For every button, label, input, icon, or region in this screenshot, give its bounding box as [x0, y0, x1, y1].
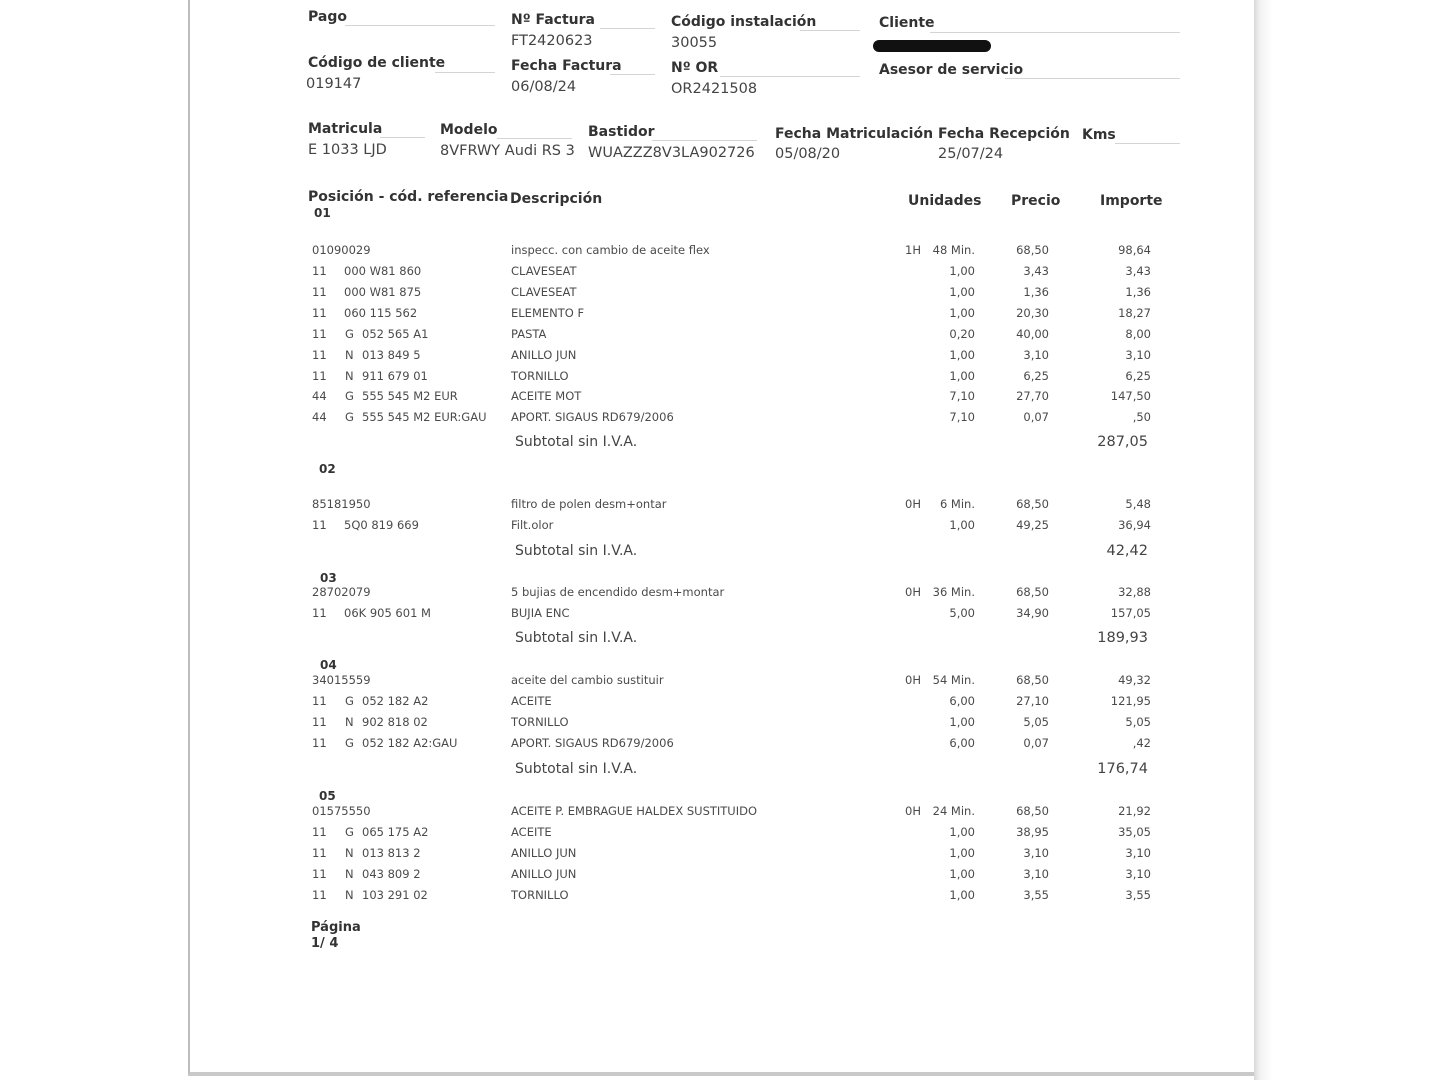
row-reference: 052 182 A2:GAU: [362, 736, 458, 750]
row-reference: 555 545 M2 EUR: [362, 389, 458, 403]
row-description: APORT. SIGAUS RD679/2006: [511, 410, 674, 424]
fecha-matriculacion-value: 05/08/20: [775, 146, 841, 162]
row-price: 0,07: [1023, 736, 1049, 750]
row-units: 6,00: [949, 736, 975, 750]
pagina-label: Página: [311, 920, 361, 935]
row-units: 1,00: [949, 846, 975, 860]
position-number: 05: [319, 789, 336, 803]
position-number: 01: [314, 206, 331, 220]
row-hours: 0H: [905, 673, 921, 687]
row-amount: 5,48: [1125, 497, 1151, 511]
redacted-client-name: [873, 40, 991, 52]
col-descripcion: Descripción: [510, 191, 603, 207]
row-description: inspecc. con cambio de aceite flex: [511, 243, 710, 257]
row-code: 01090029: [312, 243, 371, 257]
row-amount: 3,43: [1125, 264, 1151, 278]
row-description: filtro de polen desm+ontar: [511, 497, 667, 511]
row-price: 68,50: [1016, 585, 1049, 599]
row-description: ACEITE: [511, 694, 552, 708]
background-right: [1254, 0, 1440, 1080]
row-description: APORT. SIGAUS RD679/2006: [511, 736, 674, 750]
row-code: 85181950: [312, 497, 371, 511]
row-description: ANILLO JUN: [511, 348, 577, 362]
modelo-label: Modelo: [440, 122, 498, 138]
row-price: 3,43: [1023, 264, 1049, 278]
row-amount: 6,25: [1125, 369, 1151, 383]
row-units: 1,00: [949, 285, 975, 299]
row-type: N: [345, 348, 354, 362]
row-price: 3,10: [1023, 867, 1049, 881]
row-price: 68,50: [1016, 804, 1049, 818]
row-amount: 3,10: [1125, 867, 1151, 881]
row-units: 36 Min.: [932, 585, 975, 599]
position-number: 03: [320, 571, 337, 585]
row-amount: 1,36: [1125, 285, 1151, 299]
matricula-label: Matricula: [308, 121, 383, 137]
matricula-value: E 1033 LJD: [308, 142, 387, 158]
row-units: 48 Min.: [932, 243, 975, 257]
invoice-page: [188, 0, 1254, 1076]
subtotal-label: Subtotal sin I.V.A.: [515, 630, 638, 646]
row-units: 1,00: [949, 306, 975, 320]
row-units: 1,00: [949, 867, 975, 881]
row-type: G: [345, 389, 354, 403]
row-units: 1,00: [949, 715, 975, 729]
row-reference: 902 818 02: [362, 715, 428, 729]
asesor-label: Asesor de servicio: [879, 62, 1024, 78]
row-units: 0,20: [949, 327, 975, 341]
subtotal-label: Subtotal sin I.V.A.: [515, 761, 638, 777]
row-type: G: [345, 825, 354, 839]
col-importe: Importe: [1100, 193, 1163, 209]
row-code: 11: [312, 369, 327, 383]
factura-label: Nº Factura: [511, 12, 595, 28]
row-type: N: [345, 369, 354, 383]
row-price: 20,30: [1016, 306, 1049, 320]
bastidor-label: Bastidor: [588, 124, 655, 140]
row-units: 6 Min.: [939, 497, 975, 511]
position-number: 04: [320, 658, 337, 672]
pago-label: Pago: [308, 9, 347, 25]
fecha-recepcion-label: Fecha Recepción: [938, 126, 1070, 142]
row-price: 3,10: [1023, 846, 1049, 860]
row-description: ACEITE P. EMBRAGUE HALDEX SUSTITUIDO: [511, 804, 758, 818]
row-units: 5,00: [949, 606, 975, 620]
row-units: 54 Min.: [932, 673, 975, 687]
row-reference: 06K 905 601 M: [344, 606, 431, 620]
row-units: 1,00: [949, 518, 975, 532]
row-type: G: [345, 694, 354, 708]
subtotal-value: 176,74: [1097, 761, 1148, 777]
row-price: 40,00: [1016, 327, 1049, 341]
row-units: 7,10: [949, 389, 975, 403]
row-amount: 35,05: [1118, 825, 1151, 839]
col-posicion: Posición - cód. referencia: [308, 189, 509, 205]
row-price: 6,25: [1023, 369, 1049, 383]
row-description: PASTA: [511, 327, 547, 341]
row-amount: 5,05: [1125, 715, 1151, 729]
row-amount: 121,95: [1110, 694, 1151, 708]
subtotal-value: 189,93: [1097, 630, 1148, 646]
row-amount: 3,10: [1125, 348, 1151, 362]
row-type: N: [345, 715, 354, 729]
row-amount: 98,64: [1118, 243, 1151, 257]
row-hours: 0H: [905, 585, 921, 599]
row-units: 7,10: [949, 410, 975, 424]
row-code: 11: [312, 867, 327, 881]
subtotal-label: Subtotal sin I.V.A.: [515, 434, 638, 450]
row-reference: 000 W81 860: [344, 264, 422, 278]
row-type: N: [345, 888, 354, 902]
row-reference: 013 849 5: [362, 348, 421, 362]
or-label: Nº OR: [671, 60, 719, 76]
row-reference: 043 809 2: [362, 867, 421, 881]
row-code: 34015559: [312, 673, 371, 687]
fecha-matriculacion-label: Fecha Matriculación: [775, 126, 934, 142]
row-description: 5 bujias de encendido desm+montar: [511, 585, 725, 599]
subtotal-value: 287,05: [1097, 434, 1148, 450]
background-left: [0, 0, 188, 1080]
row-code: 44: [312, 389, 327, 403]
row-amount: 32,88: [1118, 585, 1151, 599]
row-type: N: [345, 846, 354, 860]
row-code: 11: [312, 518, 327, 532]
row-code: 11: [312, 825, 327, 839]
row-reference: 103 291 02: [362, 888, 428, 902]
row-description: ANILLO JUN: [511, 867, 577, 881]
row-description: ACEITE MOT: [511, 389, 582, 403]
row-reference: 052 182 A2: [362, 694, 429, 708]
row-reference: 000 W81 875: [344, 285, 422, 299]
row-amount: 147,50: [1110, 389, 1151, 403]
row-price: 49,25: [1016, 518, 1049, 532]
row-reference: 013 813 2: [362, 846, 421, 860]
row-code: 11: [312, 348, 327, 362]
row-units: 1,00: [949, 264, 975, 278]
row-code: 11: [312, 715, 327, 729]
row-amount: 8,00: [1125, 327, 1151, 341]
cliente-label: Cliente: [879, 15, 935, 31]
row-description: BUJIA ENC: [511, 606, 570, 620]
kms-label: Kms: [1082, 127, 1116, 143]
row-hours: 0H: [905, 497, 921, 511]
row-price: 3,10: [1023, 348, 1049, 362]
bastidor-value: WUAZZZ8V3LA902726: [588, 145, 755, 161]
instalacion-label: Código instalación: [671, 14, 817, 30]
row-reference: 555 545 M2 EUR:GAU: [362, 410, 487, 424]
row-type: N: [345, 867, 354, 881]
row-code: 01575550: [312, 804, 371, 818]
modelo-value: 8VFRWY Audi RS 3: [440, 143, 575, 159]
factura-value: FT2420623: [511, 33, 593, 49]
row-hours: 0H: [905, 804, 921, 818]
row-description: TORNILLO: [511, 715, 569, 729]
row-description: ANILLO JUN: [511, 846, 577, 860]
row-code: 11: [312, 694, 327, 708]
instalacion-value: 30055: [671, 35, 718, 51]
row-price: 5,05: [1023, 715, 1049, 729]
row-code: 11: [312, 306, 327, 320]
row-description: TORNILLO: [511, 888, 569, 902]
codigo-cliente-value: 019147: [306, 76, 362, 92]
codigo-cliente-label: Código de cliente: [308, 55, 446, 71]
row-code: 11: [312, 736, 327, 750]
row-amount: 49,32: [1118, 673, 1151, 687]
row-code: 11: [312, 846, 327, 860]
row-amount: 3,55: [1125, 888, 1151, 902]
row-description: CLAVESEAT: [511, 264, 577, 278]
row-price: 68,50: [1016, 673, 1049, 687]
row-units: 1,00: [949, 825, 975, 839]
row-code: 11: [312, 327, 327, 341]
row-price: 0,07: [1023, 410, 1049, 424]
row-amount: ,42: [1132, 736, 1151, 750]
row-price: 3,55: [1023, 888, 1049, 902]
row-units: 24 Min.: [932, 804, 975, 818]
row-reference: 065 175 A2: [362, 825, 429, 839]
row-type: G: [345, 736, 354, 750]
row-units: 1,00: [949, 888, 975, 902]
row-code: 11: [312, 888, 327, 902]
fecha-factura-label: Fecha Factura: [511, 58, 622, 74]
row-description: aceite del cambio sustituir: [511, 673, 664, 687]
row-code: 28702079: [312, 585, 371, 599]
row-description: ACEITE: [511, 825, 552, 839]
row-type: G: [345, 327, 354, 341]
row-price: 38,95: [1016, 825, 1049, 839]
row-reference: 052 565 A1: [362, 327, 429, 341]
row-code: 44: [312, 410, 327, 424]
col-precio: Precio: [1011, 193, 1061, 209]
row-price: 1,36: [1023, 285, 1049, 299]
row-reference: 5Q0 819 669: [344, 518, 419, 532]
row-amount: 36,94: [1118, 518, 1151, 532]
row-code: 11: [312, 606, 327, 620]
row-amount: 157,05: [1110, 606, 1151, 620]
row-units: 1,00: [949, 348, 975, 362]
row-price: 34,90: [1016, 606, 1049, 620]
subtotal-label: Subtotal sin I.V.A.: [515, 543, 638, 559]
row-amount: 3,10: [1125, 846, 1151, 860]
row-code: 11: [312, 285, 327, 299]
position-number: 02: [319, 462, 336, 476]
row-amount: ,50: [1132, 410, 1151, 424]
row-units: 6,00: [949, 694, 975, 708]
row-description: TORNILLO: [511, 369, 569, 383]
row-price: 27,70: [1016, 389, 1049, 403]
row-price: 27,10: [1016, 694, 1049, 708]
fecha-recepcion-value: 25/07/24: [938, 146, 1004, 162]
row-description: Filt.olor: [511, 518, 554, 532]
row-hours: 1H: [905, 243, 921, 257]
row-reference: 911 679 01: [362, 369, 428, 383]
pagina-value: 1/ 4: [311, 936, 339, 951]
row-amount: 18,27: [1118, 306, 1151, 320]
row-price: 68,50: [1016, 497, 1049, 511]
row-description: ELEMENTO F: [511, 306, 585, 320]
row-price: 68,50: [1016, 243, 1049, 257]
fecha-factura-value: 06/08/24: [511, 79, 577, 95]
row-units: 1,00: [949, 369, 975, 383]
or-value: OR2421508: [671, 81, 758, 97]
row-reference: 060 115 562: [344, 306, 418, 320]
col-unidades: Unidades: [908, 193, 982, 209]
row-code: 11: [312, 264, 327, 278]
row-type: G: [345, 410, 354, 424]
subtotal-value: 42,42: [1106, 543, 1148, 559]
row-amount: 21,92: [1118, 804, 1151, 818]
row-description: CLAVESEAT: [511, 285, 577, 299]
